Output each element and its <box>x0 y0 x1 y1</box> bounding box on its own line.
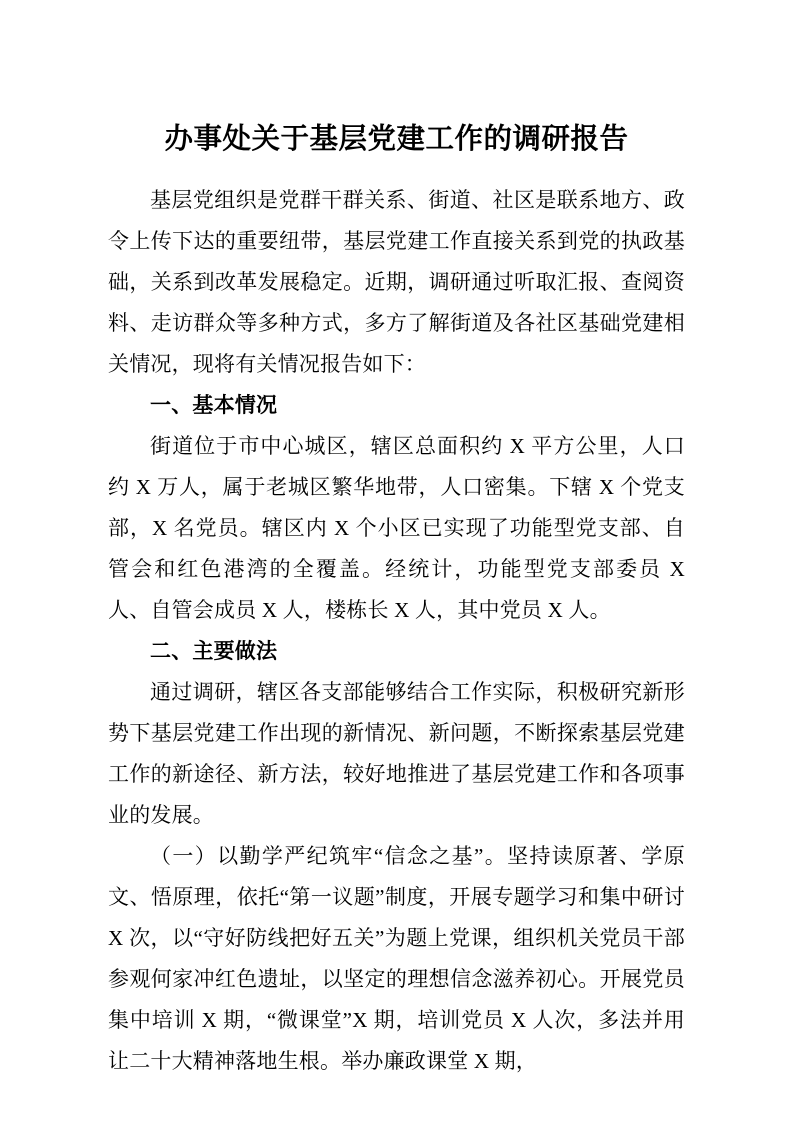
section-heading-main-practices: 二、主要做法 <box>150 639 278 663</box>
paragraph-intro: 基层党组织是党群干群关系、街道、社区是联系地方、政令上传下达的重要纽带，基层党建工作直接关系到党的执政基础，关系到改革发展稳定。近期，调研通过听取汇报、查阅资料、走访群众等多种方式，多方了解街道及各社区基础党建相关情况，现将有关情况报告如下： <box>108 187 685 376</box>
document-title: 办事处关于基层党建工作的调研报告 <box>164 123 629 155</box>
paragraph-main-practices: 通过调研，辖区各支部能够结合工作实际，积极研究新形势下基层党建工作出现的新情况、新问题，不断探索基层党建工作的新途径、新方法，较好地推进了基层党建工作和各项事业的发展。 <box>108 679 685 827</box>
section-heading-basic-situation: 一、基本情况 <box>150 393 278 417</box>
paragraph-basic-situation: 街道位于市中心城区，辖区总面积约 X 平方公里，人口约 X 万人，属于老城区繁华地带，人口密集。下辖 X 个党支部，X 名党员。辖区内 X 个小区已实现了功能型党支部、自管会和红色港湾的全覆盖。经统计，功能型党支部委员 X 人、自管会成员 X 人，楼栋长 X 人，其中党员 X 人。 <box>108 433 685 622</box>
paragraph-subsection-one: （一）以勤学严纪筑牢“信念之基”。坚持读原著、学原文、悟原理，依托“第一议题”制度，开展专题学习和集中研讨 X 次，以“守好防线把好五关”为题上党课，组织机关党员干部参观何家冲红色遗址，以坚定的理想信念滋养初心。开展党员集中培训 X 期，“微课堂”X 期，培训党员 X 人次，多法并用让二十大精神落地生根。举办廉政课堂 X 期， <box>108 843 685 1073</box>
